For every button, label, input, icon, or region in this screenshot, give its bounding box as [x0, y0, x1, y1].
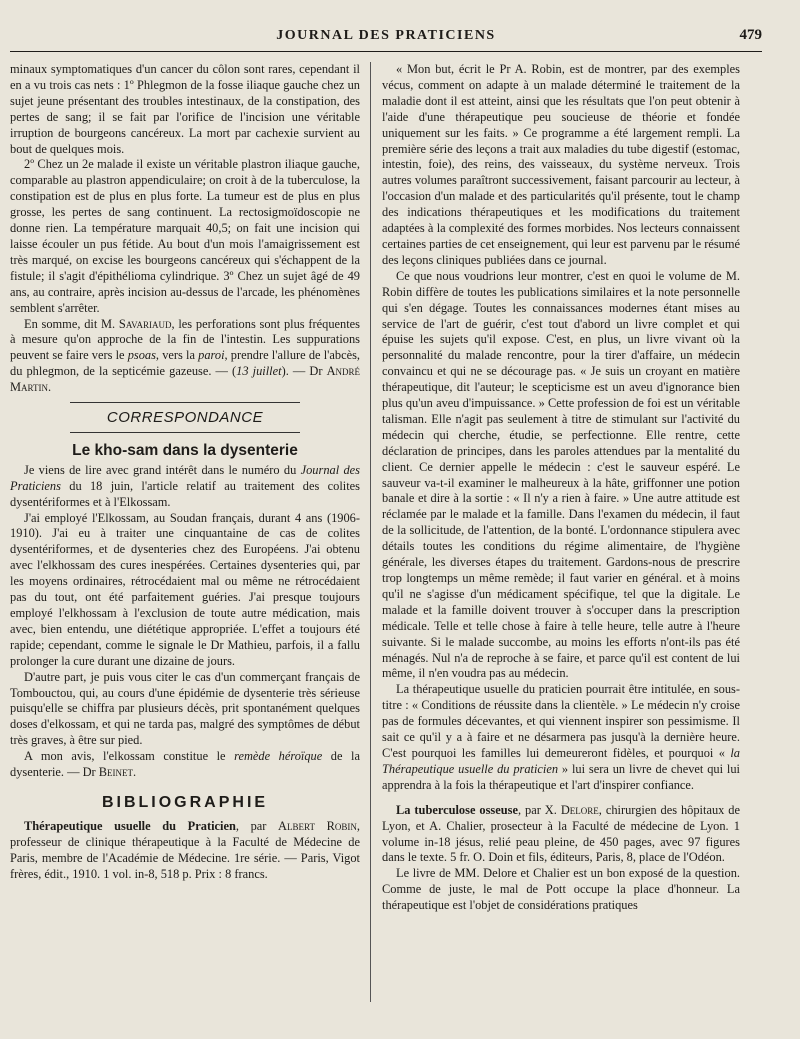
book-author: Albert Robin: [278, 818, 357, 833]
book-title: Thérapeutique usuelle du Praticien: [24, 818, 236, 833]
paragraph: 2º Chez un 2e malade il existe un véritable plastron iliaque gauche, comparable au plastron appendiculaire; on croit à de la tuberculose, la constipation est de plus en plus forte. La tumeur est de plus en plus grosse, les pertes de sang continuent. La rectosigmoïdoscopie ne donne rien. La température marquait 40,5; on fait une incision qui laisse écouler un pus fétide. Au bout d'un mois l'amaigrissement est très marqué, on excise les bourgeons cancéreux qui s'échappent de la fistule; il s'agit d'épithélioma cylindrique. 3º Chez un sujet âgé de 49 ans, au contraire, après incision au-dessus de l'arcade, les phénomènes semblent s'arrêter.: [10, 157, 360, 315]
paragraph: Ce que nous voudrions leur montrer, c'est en quoi le volume de M. Robin diffère de toutes les publications similaires et la note personnelle qui s'en dégage. Toutes les connaissances modernes étant mises au service de l'art de guérir, c'est tout d'abord un livre complet et qui épuise les sujets qu'il expose. C'est, en plus, un livre vivant où la personnalité du malade rencontre, pour la tirer d'affaire, un médecin convaincu et qui ne se décourage pas. « Je suis un croyant en matière thérapeutique, dit l'auteur; le scepticisme est un aveu d'ignorance bien plus qu'un aveu d'impuissance. » Cette profession de foi est un véritable talisman. Elle n'agit pas seulement à titre de stimulant sur l'activité du médecin qui cherche, étudie, se perfectionne. Elle rentre, cette déclaration de principes, dans les paroles attendues par la mentalité du client. Ce dernier appelle le médecin : c'est le sauveur espéré. Le sauveur va-t-il examiner le malheureux à la hâte, griffonner une potion banale et dire à la sortie : « Il n'y a rien à faire. » Une autre attitude est réclamée par le malade et la famille. Dans l'examen du médecin, il faut de la sollicitude, de l'attention, de la bonté. L'ordonnance stipulera avec détails toutes les conditions du régime alimentaire, de l'hygiène générale, les diverses étapes du traitement. Gardons-nous de prescrire trop longtemps un même remède; il faut varier en général. et à moins qu'il ne s'agisse d'un médicament spécifique, tel que la digitale. Le malade et la famille doivent trouver à s'occuper dans la prescription médicale. Telle et telle chose à faire à telle heure, telle autre à l'heure suivante. Si le malade succombe, au moins les efforts n'ont-ils pas été ménagés. Nul n'a de reproche à se faire, et parce qu'il est content de lui même, il n'en voudra pas au médecin.: [382, 268, 740, 681]
right-column: [382, 62, 740, 914]
paragraph: minaux symptomatiques d'un cancer du côlon sont rares, cependant il en a vu trois cas nets : 1º Phlegmon de la fosse iliaque gauche chez un sujet jeune présentant des troubles intestinaux, de la constipation, des pertes de sang; il se fait par l'orifice de l'incision une véritable irruption de bourgeons cancéreux. La mort par cachexie survient au bout de quelques mois.: [10, 62, 360, 156]
paragraph: Je viens de lire avec grand intérêt dans le numéro du Journal des Praticiens du 18 juin, l'article relatif au traitement des colites dysentériformes et à l'Elkossam.: [10, 462, 360, 509]
paragraph: La thérapeutique usuelle du praticien pourrait être intitulée, en sous-titre : « Conditions de réussite dans la clientèle. » Le médecin n'y croise pas de formules décevantes, et qui viennent inspirer son pessimisme. Il sait ce qu'il y a à faire et ne désarmera pas jusqu'à la dernière heure. C'est pourquoi les familles lui demeureront fidèles, et pourquoi « la Thérapeutique usuelle du praticien » lui sera un livre de chevet qui lui apprendra à la fois la thérapeutique et l'art d'inspirer confiance.: [382, 682, 740, 792]
bibliography-title: BIBLIOGRAPHIE: [101, 793, 269, 811]
spacer: [382, 794, 740, 803]
left-column: [10, 62, 360, 883]
date: 13 juillet: [236, 364, 282, 379]
page-header: [10, 22, 762, 48]
paragraph: Le livre de MM. Delore et Chalier est un bon exposé de la question. Comme de juste, le mal de Pott occupe la place d'honneur. La thérapeutique est l'objet de considérations pratiques: [382, 866, 740, 913]
author-name: Savariaud: [118, 316, 172, 331]
paragraph: « Mon but, écrit le Pr A. Robin, est de montrer, par des exemples vécus, comment on adapte à un malade déterminé le traitement de la maladie dont il est atteint, ainsi que les résultats que l'on peut obtenir à l'aide d'une thérapeutique peu soucieuse de théorie et fondée uniquement sur les faits. » Ce programme a été largement rempli. La première série des leçons a trait aux maladies du tube digestif (estomac, intestin, foie), des reins, des vaisseaux, du système nerveux. Trois autres volumes paraîtront successivement, faisant parcourir au lecteur, à l'occasion d'un malade et des particularités qu'il présente, tout le champ des indications thérapeutiques et les modifications du traitement adaptées à la complexité des formes morbides. Nos lecteurs connaissent certaines parties de cet enseignement, qui leur est parvenu par le résumé des leçons cliniques publiées dans ce journal.: [382, 62, 740, 267]
column-divider: [370, 62, 371, 1002]
header-rule: [10, 51, 762, 52]
signature: André Martin: [10, 364, 361, 395]
paragraph: J'ai employé l'Elkossam, au Soudan français, durant 4 ans (1906-1910). J'ai eu à traiter une cinquantaine de cas de colites dysentériformes, et de dysenteries chez des Européens. J'ai obtenu avec l'elkhossam des cures inespérées. Certaines dysenteries qui, par les moyens ordinaires, rétrocédaient mal ou même ne rétrocédaient pas du tout, ont été parfaitement guéries. J'ai presque toujours employé l'elkhossam à l'exclusion de toute autre médication, mais avec, bien entendu, une diététique appropriée. L'effet a toujours été rapide; cependant, comme le signale le Dr Mathieu, parfois, il a fallu prolonger la cure durant une dizaine de jours.: [10, 510, 360, 668]
section-rule: [70, 402, 300, 403]
running-title: JOURNAL DES PRATICIENS: [276, 28, 496, 43]
page-number: 479: [739, 27, 762, 43]
book-entry: Thérapeutique usuelle du Praticien, par Albert Robin, professeur de clinique thérapeutique à la Faculté de Médecine de Paris, membre de l'Académie de Médecine. 1re série. — Paris, Vigot frères, édit., 1910. 1 vol. in-8, 518 p. Prix : 8 francs.: [10, 818, 360, 881]
paragraph: A mon avis, l'elkossam constitue le remède héroïque de la dysenterie. — Dr Beinet.: [10, 749, 360, 780]
paragraph-conclusion: En somme, dit M. Savariaud, les perforations sont plus fréquentes à mesure qu'on approche de la fin de l'intestin. Les suppurations peuvent se faire vers le psoas, vers la paroi, prendre l'allure de l'abcès, du phlegmon, de la septicémie gazeuse. — (13 juillet). — Dr André Martin.: [10, 316, 361, 395]
section-title: CORRESPONDANCE: [106, 409, 264, 427]
article-title: Le kho-sam dans la dysenterie: [72, 441, 298, 459]
paragraph: D'autre part, je puis vous citer le cas d'un commerçant français de Tombouctou, qui, au cours d'une épidémie de dysenterie très sérieuse puisqu'elle se chiffra par plusieurs décès, prit spontanément quelques doses d'elkossam, et qui ne tarda pas, malgré des symptômes de début très graves, à être sur pied.: [10, 669, 360, 748]
signature: Beinet: [98, 765, 134, 780]
journal-name: Journal des Praticiens: [10, 462, 360, 493]
section-rule: [70, 432, 300, 433]
book-entry: La tuberculose osseuse, par X. Delore, chirurgien des hôpitaux de Lyon, et A. Chalier, prosecteur à la Faculté de médecine de Lyon. 1 volume in-18 jésus, relié peau pleine, de 450 pages, avec 97 figures dans le texte. 5 fr. O. Doin et fils, éditeurs, Paris, 8, place de l'Odéon.: [382, 802, 740, 865]
book-title: La tuberculose osseuse: [396, 802, 518, 817]
book-author: Delore: [560, 802, 599, 817]
